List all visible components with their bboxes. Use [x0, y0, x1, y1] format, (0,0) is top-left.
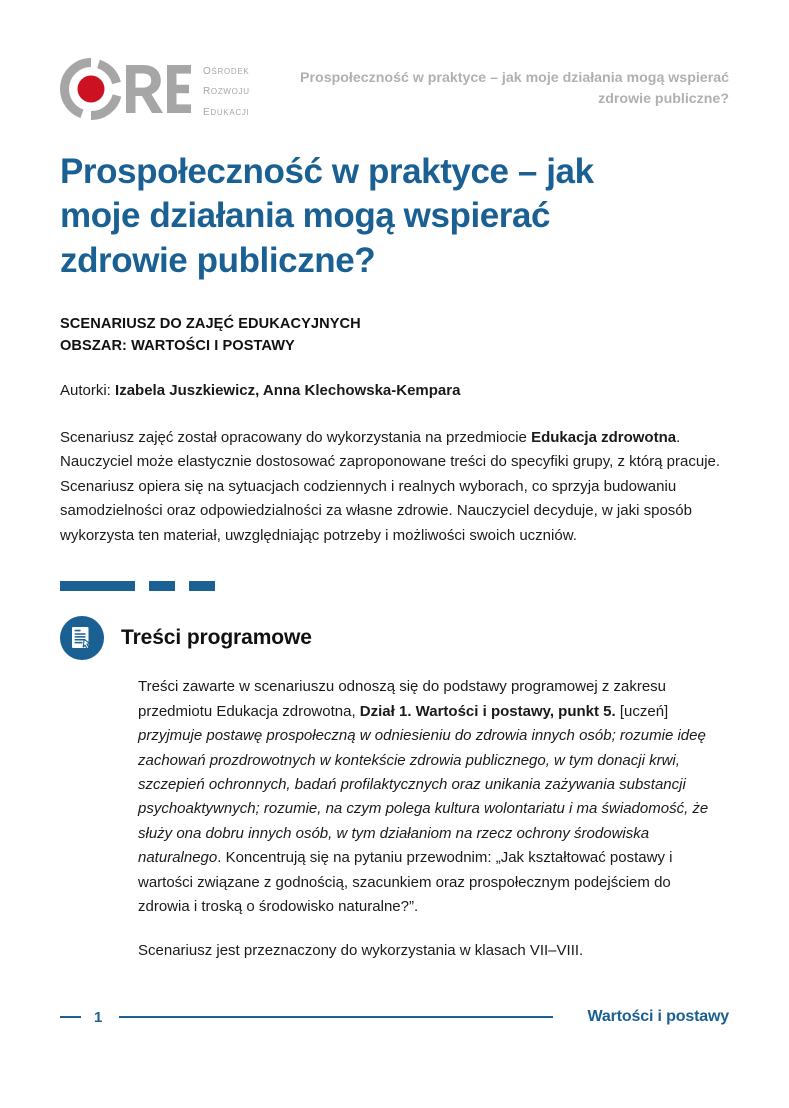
section-paragraph-2: Scenariusz jest przeznaczony do wykorzystania w klasach VII–VIII. — [138, 941, 584, 959]
authors-line — [60, 380, 729, 403]
section-paragraph-1 — [138, 675, 726, 919]
intro-text-1: Scenariusz zajęć został opracowany do wykorzystania na przedmiocie — [60, 429, 532, 446]
footer-horizontal-rule — [119, 1016, 552, 1018]
brand-word-edukacji: edukacji — [203, 101, 250, 118]
dash-rule-ornament — [60, 581, 729, 591]
section-tresci-programowe — [60, 616, 729, 963]
subtitle-line-1: SCENARIUSZ DO ZAJĘĆ EDUKACYJNYCH — [60, 316, 361, 333]
dash-segment-short-1 — [149, 581, 175, 591]
ore-brand — [60, 58, 250, 120]
sp1-text-3: . Koncentrują się na pytaniu przewodnim: „Jak kształtować postawy i wartości związane z godnością, szacunkiem oraz prospołecznym podejściem do zdrowia i troską o środowisko naturalne?”. — [138, 849, 673, 916]
authors-label: Autorki: — [60, 381, 111, 399]
dash-segment-long — [60, 581, 135, 591]
masthead — [60, 0, 729, 120]
authors-names: Izabela Juszkiewicz, Anna Klechowska-Kempara — [115, 381, 461, 399]
subtitle-block — [60, 314, 729, 357]
section-header — [60, 616, 729, 660]
intro-bold-subject: Edukacja zdrowotna — [531, 429, 677, 446]
brand-word-osrodek: ośrodek — [203, 60, 250, 77]
brand-word-rozwoju: rozwoju — [203, 81, 250, 98]
sp1-text-2: [uczeń] — [615, 702, 669, 720]
page-number: 1 — [94, 1008, 103, 1026]
subtitle-line-2: OBSZAR: WARTOŚCI I POSTAWY — [60, 337, 295, 354]
intro-text-2: . Nauczyciel może elastycznie dostosować zaproponowane treści do specyfiki grupy, z którą pracuje. Scenariusz opiera się na sytuacjach codziennych i realnych wyborach, co sprzyja budowaniu samodzielności oraz odpowiedzialności za własne zdrowie. Nauczyciel decyduje, w jaki sposób wykorzysta ten materiał, uwzględniając potrzeby i możliwości swoich uczniów. — [60, 429, 721, 544]
sp1-bold-reference: Dział 1. Wartości i postawy, punkt 5. — [359, 702, 616, 720]
sp1-text-1: Treści zawarte w scenariuszu odnoszą się do podstawy programowej z zakresu przedmiotu Edukacja zdrowotna, — [138, 678, 667, 720]
footer-section-label: Wartości i postawy — [587, 1008, 729, 1025]
page-title: Prospołeczność w praktyce – jak moje działania mogą wspierać zdrowie publiczne? — [60, 152, 594, 280]
document-hand-icon — [60, 616, 104, 660]
footer-tick-dash — [60, 1016, 81, 1018]
running-head: Prospołeczność w praktyce – jak moje działania mogą wspierać zdrowie publiczne? — [300, 70, 729, 108]
sp1-italic-quote: przyjmuje postawę prospołeczną w odniesieniu do zdrowia innych osób; rozumie ideę zachowań prozdrowotnych w kontekście zdrowia publicznego, w tym donacji krwi, szczepień ochronnych, badań profilaktycznych oraz unikania zażywania substancji psychoaktywnych; rozumie, na czym polega kultura wolontariatu i ma świadomość, że służy ona dobru innych osób, w tym działaniom na rzecz ochrony środowiska naturalnego — [138, 727, 709, 867]
intro-paragraph — [60, 426, 725, 548]
ore-wordmark-lines — [203, 59, 250, 120]
dash-segment-short-2 — [189, 581, 215, 591]
page-footer — [60, 1008, 729, 1026]
ore-logo-icon — [60, 58, 192, 120]
section-body — [138, 675, 726, 963]
section-title: Treści programowe — [121, 626, 312, 650]
